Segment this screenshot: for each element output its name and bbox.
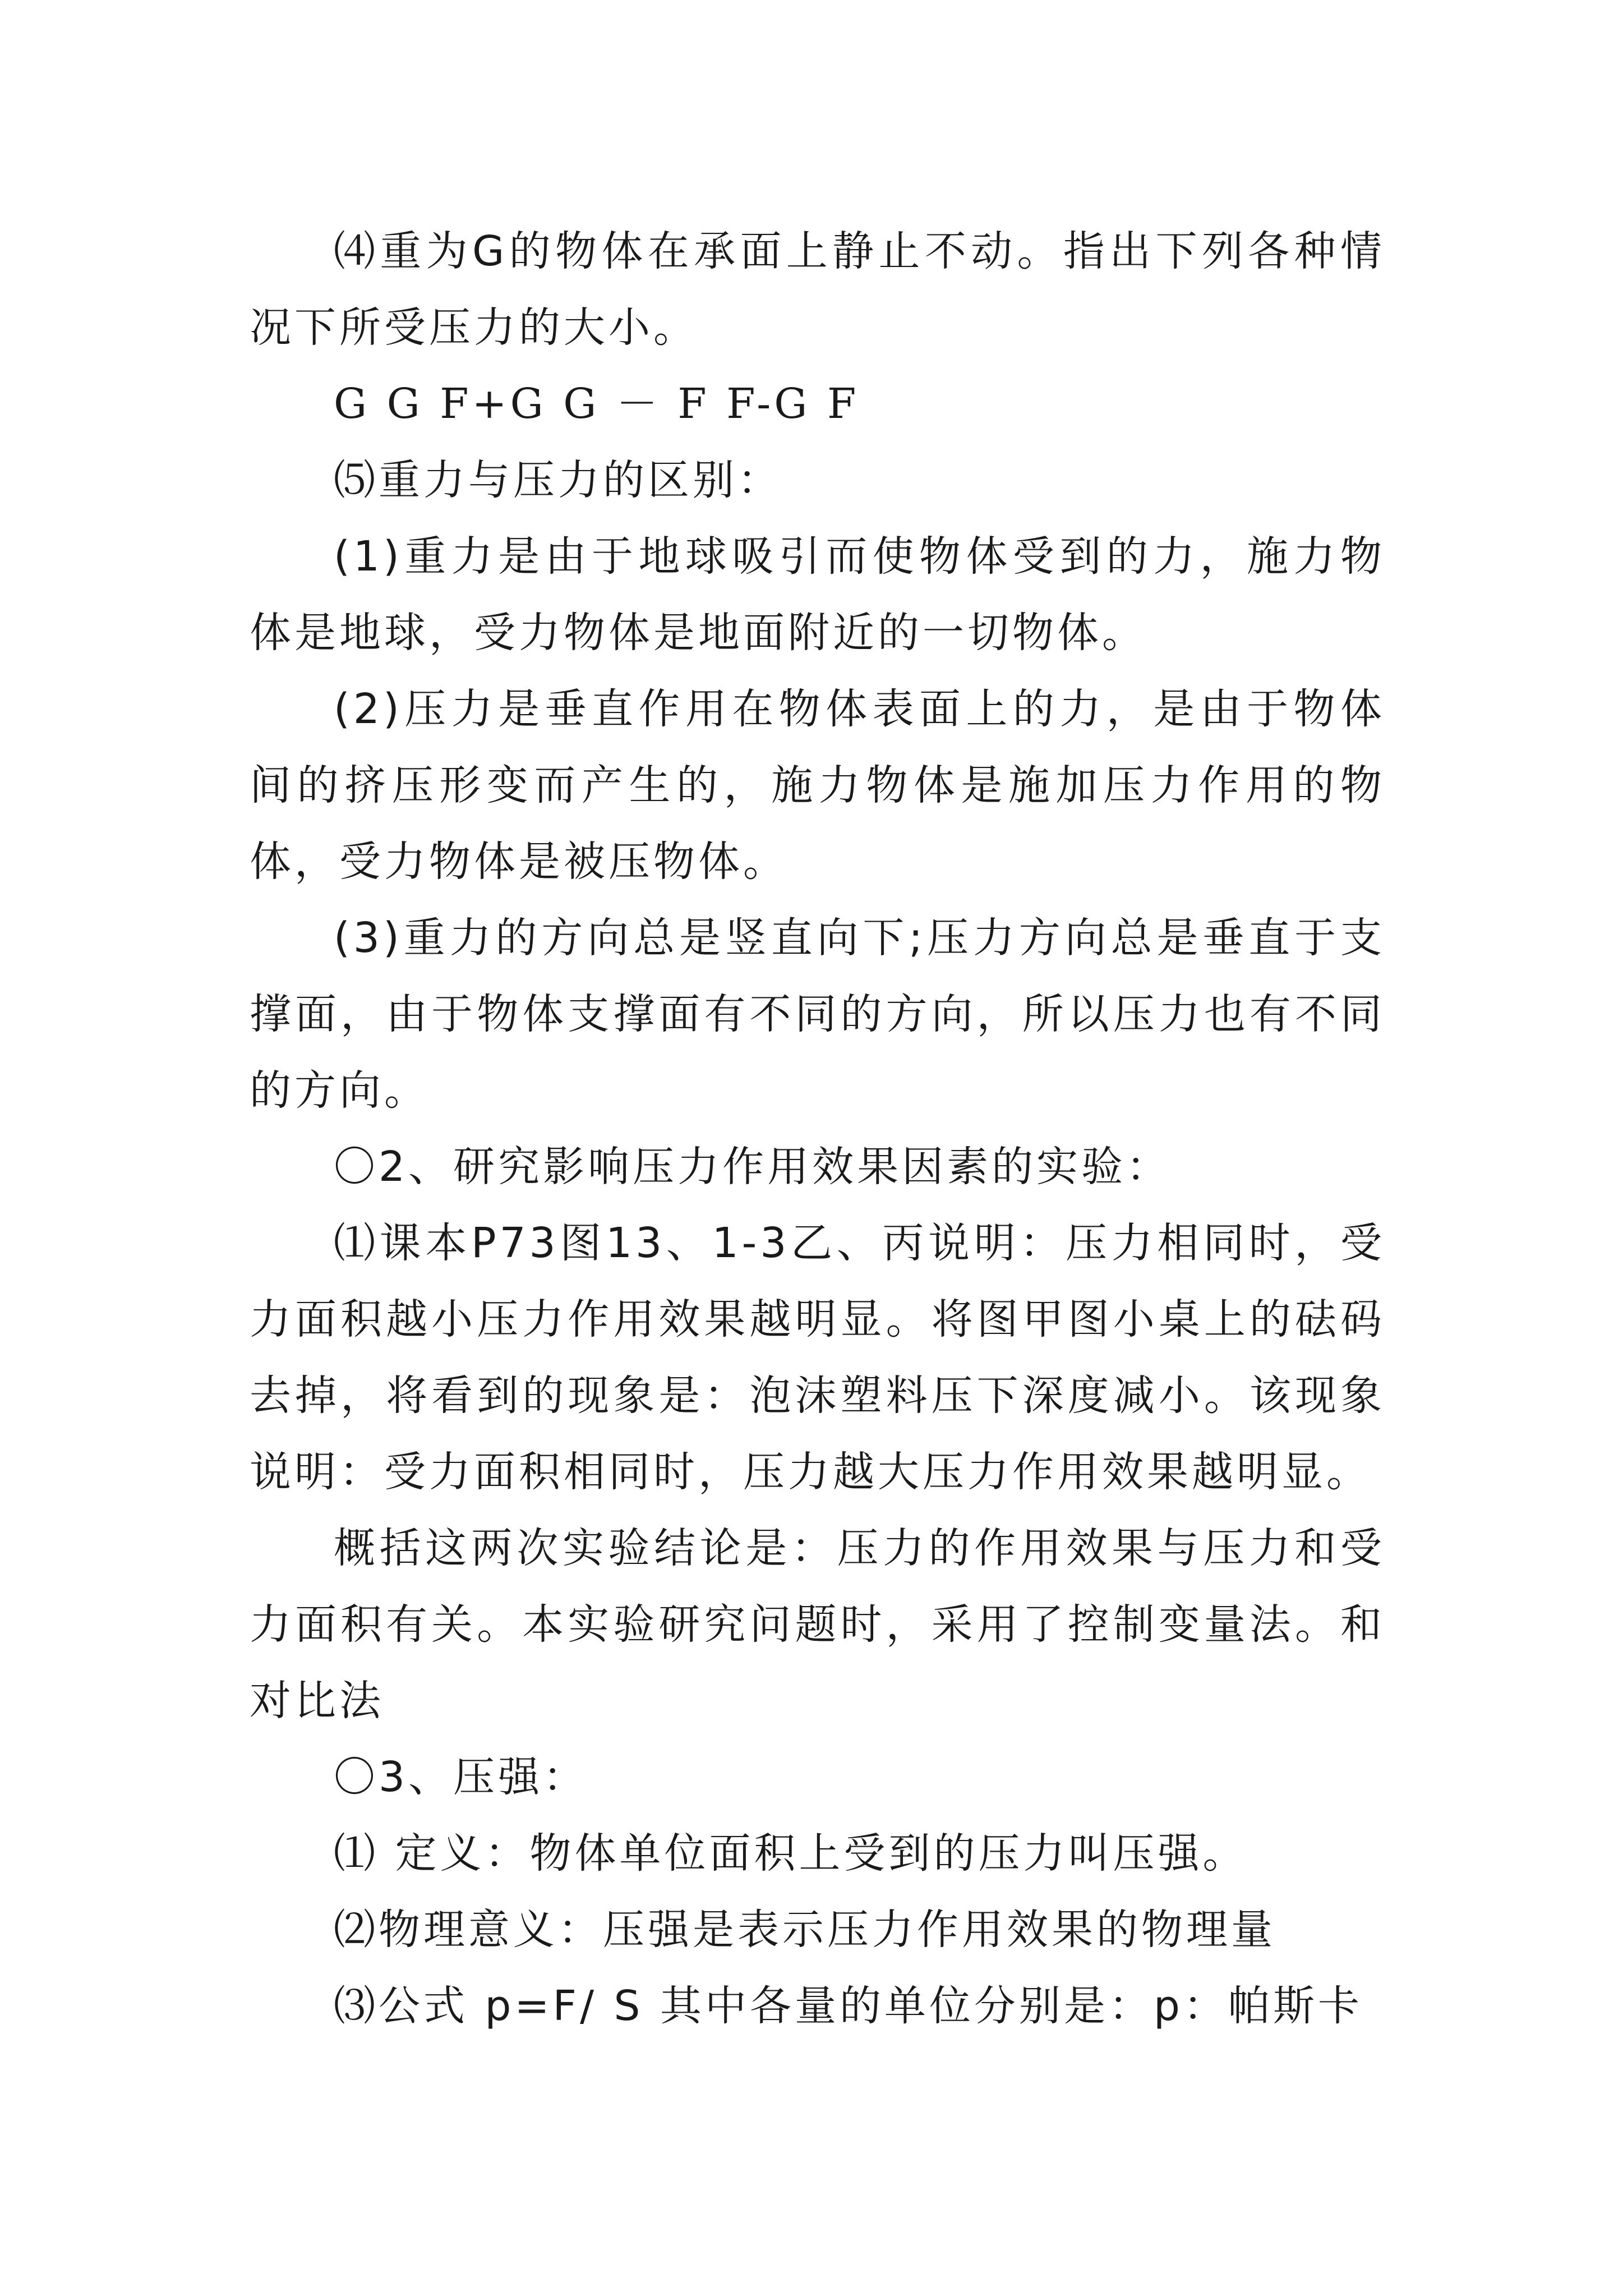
paragraph-pressure-force-definition: (2)压力是垂直作用在物体表面上的力，是由于物体间的挤压形变而产生的，施力物体是施加压力作用的物体，受力物体是被压物体。	[250, 685, 1385, 886]
paragraph-experiment-description: ⑴课本P73图13、1-3乙、丙说明：压力相同时，受力面积越小压力作用效果越明显。将图甲图小桌上的砝码去掉，将看到的现象是：泡沫塑料压下深度减小。该现象说明：受力面积相同时，压力越大压力作用效果越明显。	[250, 1219, 1385, 1496]
paragraph-pressure-cases: ⑷重为G的物体在承面上静止不动。指出下列各种情况下所受压力的大小。	[250, 227, 1385, 352]
paragraph-pressure-answers: G G F+G G － F F-G F	[334, 380, 860, 428]
paragraph-pressure-formula: ⑶公式 p=F/ S 其中各量的单位分别是：p：帕斯卡	[334, 1982, 1363, 2030]
paragraph-gravity-definition: (1)重力是由于地球吸引而使物体受到的力，施力物体是地球，受力物体是地面附近的一切物体。	[250, 532, 1385, 657]
section-heading-experiment: 〇2、研究影响压力作用效果因素的实验：	[334, 1143, 1172, 1191]
section-heading-pressure: 〇3、压强：	[334, 1753, 588, 1801]
paragraph-force-directions: (3)重力的方向总是竖直向下;压力方向总是垂直于支撑面，由于物体支撑面有不同的方向，所以压力也有不同的方向。	[250, 914, 1385, 1115]
paragraph-pressure-meaning: ⑵物理意义：压强是表示压力作用效果的物理量	[334, 1906, 1276, 1954]
document-body	[250, 213, 1385, 2044]
paragraph-pressure-definition: ⑴ 定义：物体单位面积上受到的压力叫压强。	[334, 1829, 1248, 1878]
paragraph-experiment-conclusion: 概括这两次实验结论是：压力的作用效果与压力和受力面积有关。本实验研究问题时，采用了控制变量法。和 对比法	[250, 1524, 1385, 1725]
paragraph-gravity-vs-pressure-heading: ⑸重力与压力的区别：	[334, 456, 782, 504]
